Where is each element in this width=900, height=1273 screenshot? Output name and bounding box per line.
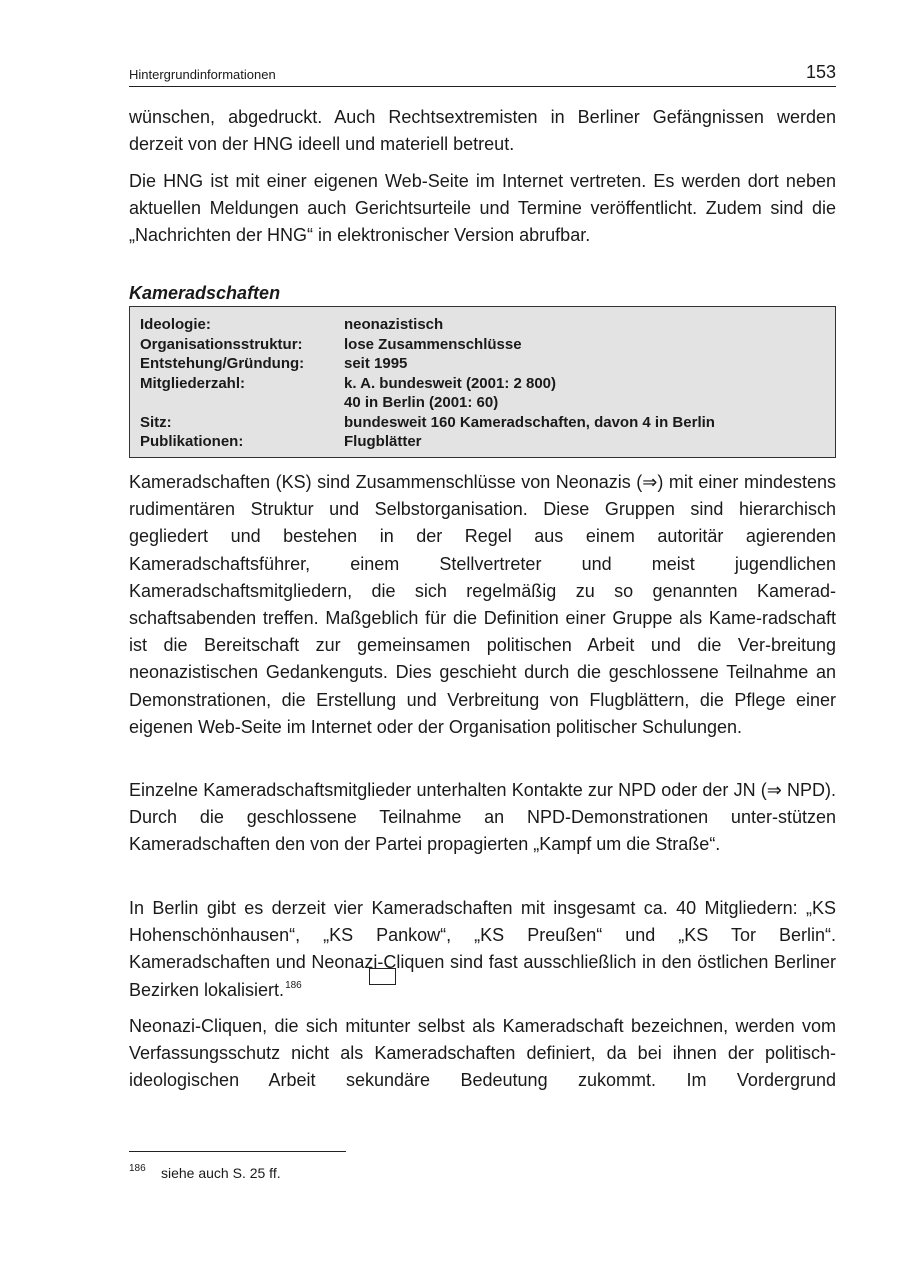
paragraph-continuation: wünschen, abgedruckt. Auch Rechtsextremisten in Berliner Gefängnissen werden derzeit von der HNG ideell und materiell betreut.: [129, 107, 836, 155]
info-label: Organisationsstruktur:: [140, 335, 303, 353]
paragraph-neonazi-cliquen: Neonazi-Cliquen, die sich mitunter selbst als Kameradschaft bezeichnen, werden vom Verfassungsschutz nicht als Kameradschaften definiert, da bei ihnen der politisch-ideologischen Arbeit sekundäre Bedeutung zukommt. Im Vordergrund: [129, 1016, 836, 1091]
info-value: seit 1995: [344, 355, 408, 372]
footnote-reference[interactable]: 186: [285, 979, 302, 991]
info-value: neonazistisch: [344, 316, 444, 333]
running-header-title: Hintergrundinformationen: [129, 67, 276, 82]
highlight-box: [369, 968, 396, 985]
paragraph-kameradschaften-definition: Kameradschaften (KS) sind Zusammenschlüsse von Neonazis (⇒) mit einer mindestens rudimentären Struktur und Selbstorganisation. Diese Gruppen sind hierarchisch gegliedert und bestehen in der Regel aus einem autoritär agierenden Kameradschaftsführer, einem Stellvertreter und meist jugendlichen Kameradschaftsmitgliedern, die sich regelmäßig zu so genannten Kamerad-schaftsabenden treffen. Maßgeblich für die Definition einer Gruppe als Kame-radschaft ist die Bereitschaft zur gemeinsamen politischen Arbeit und die Ver-breitung neonazistischen Gedankenguts. Dies geschieht durch die geschlossene Teilnahme an Demonstrationen, die Erstellung und Verbreitung von Flugblättern, die Pflege einer eigenen Web-Seite im Internet oder der Organisation politischer Schulungen.: [129, 472, 836, 737]
paragraph-berlin-groups: [129, 895, 836, 1007]
paragraph-hng-website: Die HNG ist mit einer eigenen Web-Seite im Internet vertreten. Es werden dort neben aktuellen Meldungen auch Gerichtsurteile und Termine veröffentlicht. Zudem sind die „Nachrichten der HNG“ in elektronischer Version abrufbar.: [129, 171, 836, 246]
section-heading: Kameradschaften: [129, 283, 281, 303]
info-value: k. A. bundesweit (2001: 2 800): [344, 374, 557, 392]
info-value: lose Zusammenschlüsse: [344, 335, 522, 353]
info-label: Mitgliederzahl:: [140, 374, 246, 392]
page-number: 153: [805, 62, 836, 82]
info-box: [129, 306, 836, 458]
info-label: Publikationen:: [140, 433, 244, 450]
footnote-divider: [129, 1151, 346, 1152]
footnote-number: 186: [129, 1163, 146, 1174]
info-label: Sitz:: [140, 413, 172, 431]
paragraph-npd-contacts: Einzelne Kameradschaftsmitglieder unterhalten Kontakte zur NPD oder der JN (⇒ NPD). Durch die geschlossene Teilnahme an NPD-Demonstrationen unter-stützen Kameradschaften den von der Partei propagierten „Kampf um die Straße“.: [129, 780, 836, 855]
paragraph-berlin-groups-text: In Berlin gibt es derzeit vier Kameradschaften mit insgesamt ca. 40 Mitgliedern: „KS Hohenschönhausen“, „KS Pankow“, „KS Preußen“ und „KS Tor Berlin“. Kameradschaften und Neonazi-Cliquen sind fast ausschließlich in den östlichen Berliner Bezirken lokalisiert.: [129, 898, 836, 1000]
footnote: [129, 1165, 281, 1181]
footnote-text: siehe auch S. 25 ff.: [161, 1165, 281, 1181]
page-header: [129, 62, 836, 87]
info-label: Ideologie:: [140, 316, 211, 333]
info-value: 40 in Berlin (2001: 60): [344, 394, 499, 411]
info-label: Entstehung/Gründung:: [140, 355, 305, 372]
info-value: bundesweit 160 Kameradschaften, davon 4 in Berlin: [344, 413, 715, 431]
info-value: Flugblätter: [344, 433, 422, 450]
